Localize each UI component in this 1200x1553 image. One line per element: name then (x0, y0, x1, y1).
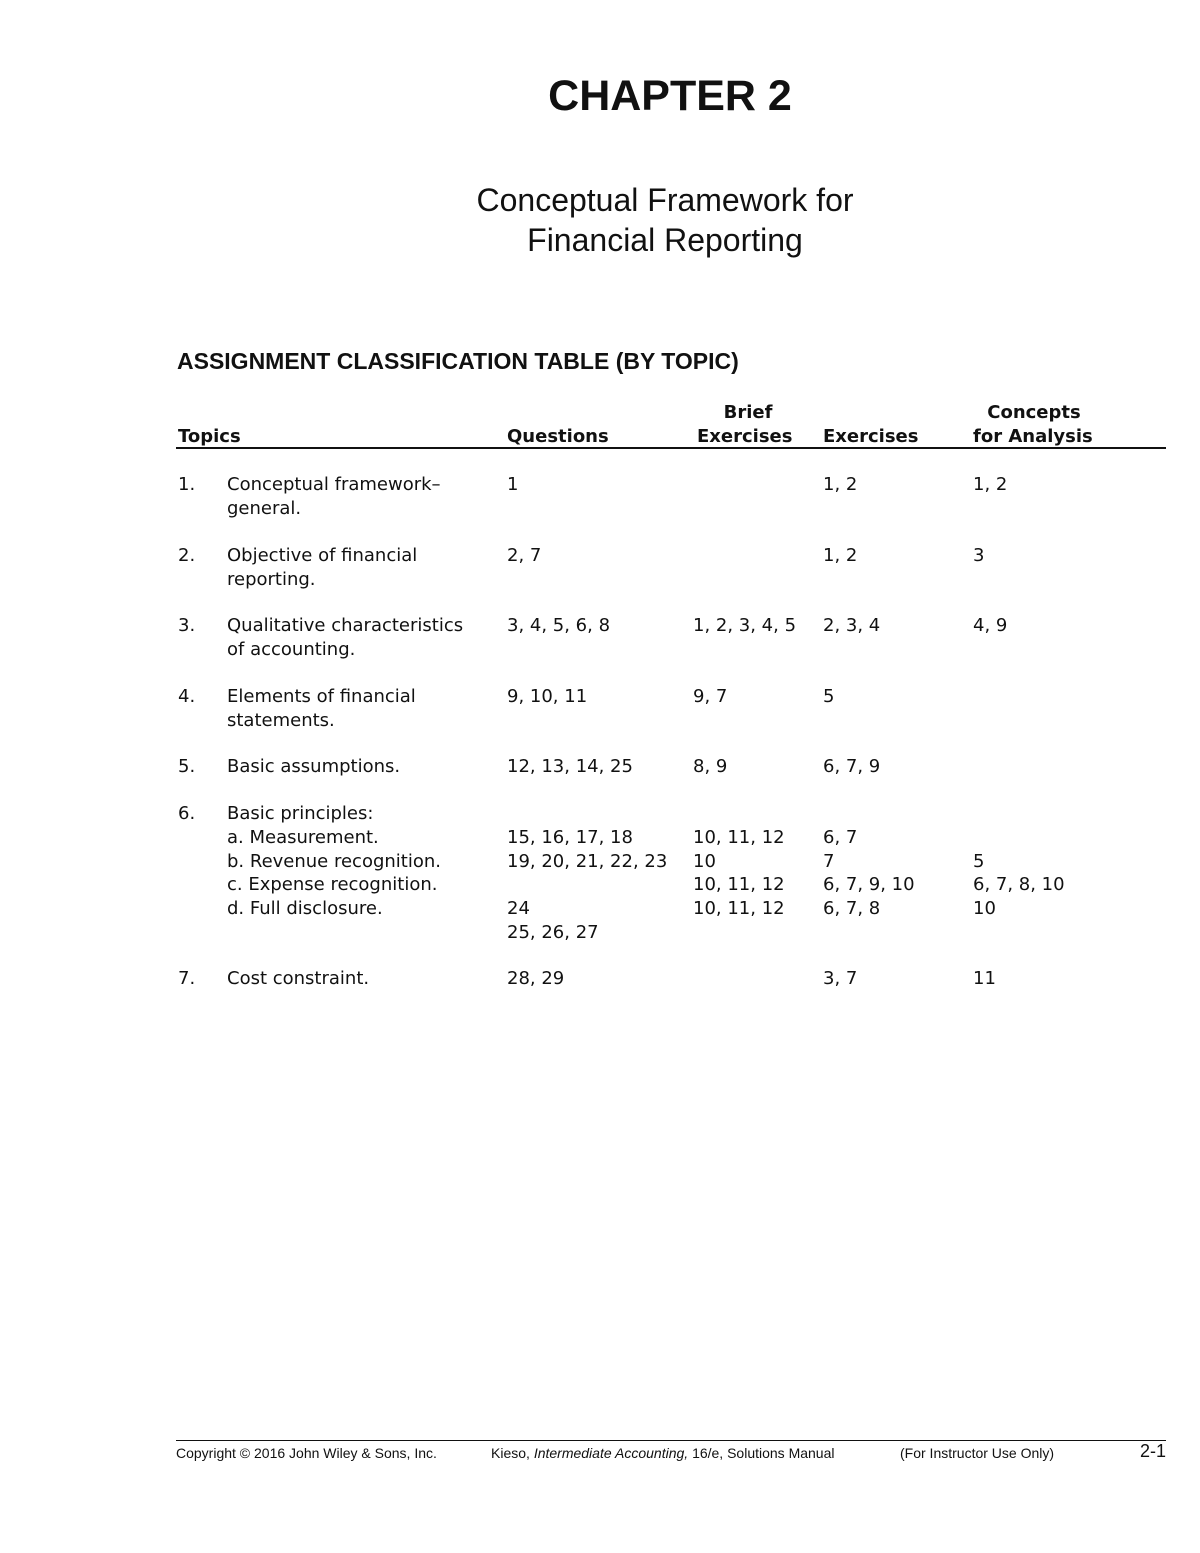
row-6c-label: c. Expense recognition. (227, 874, 438, 895)
row-6d-label: d. Full disclosure. (227, 898, 383, 919)
row-6b-questions: 19, 20, 21, 22, 23 (507, 851, 668, 872)
row-7-exercises: 3, 7 (823, 968, 858, 989)
row-1-concepts: 1, 2 (973, 474, 1008, 495)
row-4-topic-cont: statements. (227, 710, 335, 731)
row-2-concepts: 3 (973, 545, 985, 566)
row-6a-label: a. Measurement. (227, 827, 379, 848)
col-header-concepts-2: for Analysis (973, 426, 1093, 447)
col-header-exercises: Exercises (823, 426, 919, 447)
subtitle-line-1: Conceptual Framework for (476, 182, 854, 218)
row-1-exercises: 1, 2 (823, 474, 858, 495)
row-4-topic: Elements of financial (227, 686, 416, 707)
row-5-exercises: 6, 7, 9 (823, 756, 881, 777)
row-3-brief: 1, 2, 3, 4, 5 (693, 615, 797, 636)
row-6a-brief: 10, 11, 12 (693, 827, 785, 848)
row-6d-questions: 24 (507, 898, 530, 919)
row-3-number: 3. (178, 615, 196, 636)
row-3-concepts: 4, 9 (973, 615, 1008, 636)
row-6-topic: Basic principles: (227, 803, 374, 824)
chapter-title: CHAPTER 2 (548, 72, 792, 120)
col-header-brief-2: Exercises (697, 426, 793, 447)
col-header-concepts-1: Concepts (987, 402, 1081, 423)
row-6d-exercises: 6, 7, 8 (823, 898, 881, 919)
row-3-topic-cont: of accounting. (227, 639, 356, 660)
row-5-questions: 12, 13, 14, 25 (507, 756, 633, 777)
row-6d-brief: 10, 11, 12 (693, 898, 785, 919)
row-4-exercises: 5 (823, 686, 835, 707)
row-1-topic: Conceptual framework– (227, 474, 441, 495)
header-rule (176, 447, 1166, 449)
col-header-topics: Topics (178, 426, 241, 447)
row-1-topic-cont: general. (227, 498, 302, 519)
row-1-number: 1. (178, 474, 196, 495)
row-3-exercises: 2, 3, 4 (823, 615, 881, 636)
row-7-questions: 28, 29 (507, 968, 565, 989)
chapter-subtitle (400, 180, 930, 260)
row-6b-concepts: 5 (973, 851, 985, 872)
row-5-number: 5. (178, 756, 196, 777)
row-1-questions: 1 (507, 474, 519, 495)
row-6c-exercises: 6, 7, 9, 10 (823, 874, 915, 895)
row-2-topic: Objective of financial (227, 545, 418, 566)
subtitle-line-2: Financial Reporting (527, 222, 803, 258)
row-6b-brief: 10 (693, 851, 716, 872)
row-6b-label: b. Revenue recognition. (227, 851, 442, 872)
row-5-topic: Basic assumptions. (227, 756, 401, 777)
row-6a-questions: 15, 16, 17, 18 (507, 827, 633, 848)
row-2-number: 2. (178, 545, 196, 566)
footer-book-title: Intermediate Accounting, (533, 1445, 689, 1461)
footer-copyright: Copyright © 2016 John Wiley & Sons, Inc. (176, 1445, 437, 1461)
footer-book-author: Kieso, (491, 1445, 530, 1461)
footer-rule (176, 1440, 1166, 1441)
row-2-exercises: 1, 2 (823, 545, 858, 566)
footer-book (491, 1445, 835, 1461)
row-3-topic: Qualitative characteristics (227, 615, 464, 636)
row-3-questions: 3, 4, 5, 6, 8 (507, 615, 611, 636)
row-6b-exercises: 7 (823, 851, 835, 872)
row-6c-brief: 10, 11, 12 (693, 874, 785, 895)
row-6d-concepts: 10 (973, 898, 996, 919)
row-6-extra-questions: 25, 26, 27 (507, 922, 599, 943)
row-6c-concepts: 6, 7, 8, 10 (973, 874, 1065, 895)
section-heading: ASSIGNMENT CLASSIFICATION TABLE (BY TOPIC) (177, 348, 739, 374)
row-7-concepts: 11 (973, 968, 996, 989)
row-4-brief: 9, 7 (693, 686, 728, 707)
col-header-brief-1: Brief (723, 402, 773, 423)
page-number: 2-1 (1139, 1441, 1166, 1461)
row-2-topic-cont: reporting. (227, 569, 316, 590)
row-6a-exercises: 6, 7 (823, 827, 858, 848)
footer-book-edition: 16/e, Solutions Manual (692, 1445, 835, 1461)
row-6-number: 6. (178, 803, 196, 824)
row-7-topic: Cost constraint. (227, 968, 370, 989)
row-7-number: 7. (178, 968, 196, 989)
row-5-brief: 8, 9 (693, 756, 728, 777)
row-4-questions: 9, 10, 11 (507, 686, 588, 707)
col-header-questions: Questions (507, 426, 609, 447)
row-2-questions: 2, 7 (507, 545, 542, 566)
footer-use-note: (For Instructor Use Only) (900, 1445, 1055, 1461)
row-4-number: 4. (178, 686, 196, 707)
